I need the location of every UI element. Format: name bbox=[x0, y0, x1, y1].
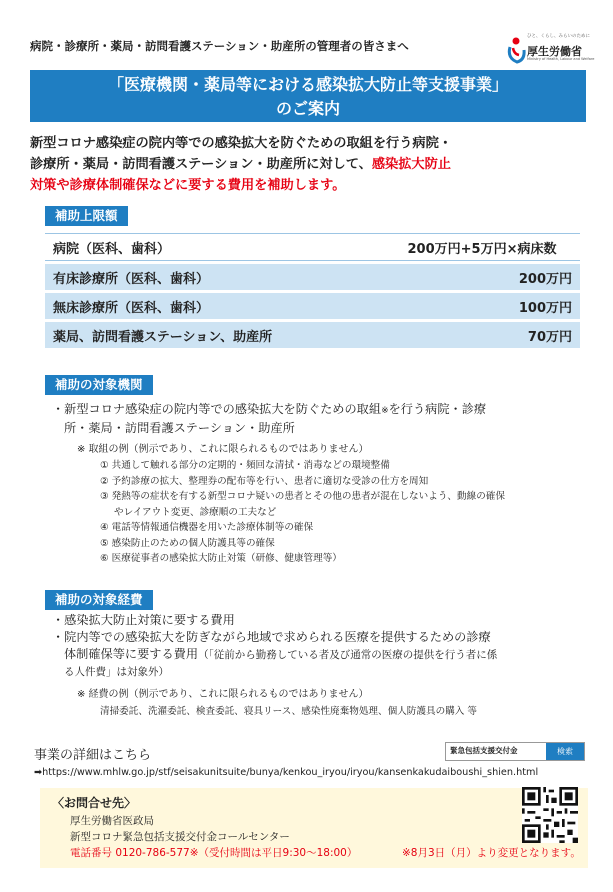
title-line-2: のご案内 bbox=[275, 99, 340, 118]
expenses-bullet-2-paren: （「従前から勤務している者及び通常の医療の提供を行う者に係 bbox=[198, 649, 498, 661]
targets-bullet-mark: ※ bbox=[381, 406, 389, 416]
targets-bullet-text: ・新型コロナ感染症の院内等での感染拡大を防ぐための取組 bbox=[52, 402, 382, 416]
qr-code-icon[interactable] bbox=[522, 787, 578, 843]
targets-bullet-line-1 bbox=[52, 401, 597, 420]
amount-cell: 100万円 bbox=[384, 293, 580, 319]
mhlw-emblem-icon bbox=[505, 34, 527, 64]
intro-line-2 bbox=[30, 154, 592, 175]
search-keyword: 緊急包括支援交付金 bbox=[450, 746, 518, 755]
contact-org: 厚生労働省医政局 bbox=[70, 815, 154, 827]
contact-change-note: ※8月3日（月）より変更となります。 bbox=[402, 847, 581, 859]
limit-table bbox=[45, 230, 580, 351]
table-row bbox=[45, 233, 580, 261]
facility-cell: 薬局、訪問看護ステーション、助産所 bbox=[45, 322, 384, 348]
list-item: ⑥ 医療従事者の感染拡大防止対策（研修、健康管理等） bbox=[100, 553, 342, 564]
targets-examples bbox=[100, 458, 600, 567]
table-row bbox=[45, 264, 580, 290]
details-url-link[interactable]: ➡https://www.mhlw.go.jp/stf/seisakunitsuite/bunya/kenkou_iryou/iryou/kansenkakudaiboushi_shien.html bbox=[34, 767, 539, 778]
expenses-examples: 清掃委託、洗濯委託、検査委託、寝具リース、感染性廃棄物処理、個人防護具の購入 等 bbox=[100, 706, 478, 717]
intro-line-3: 対策や診療体制確保などに要する費用を補助します。 bbox=[30, 178, 346, 193]
intro-line-1: 新型コロナ感染症の院内等での感染拡大を防ぐための取組を行う病院・ bbox=[30, 136, 452, 151]
mhlw-logo bbox=[505, 32, 600, 66]
list-item: ② 予約診療の拡大、整理券の配布等を行い、患者に適切な受診の仕方を周知 bbox=[100, 475, 429, 487]
expenses-section-label: 補助の対象経費 bbox=[45, 590, 153, 610]
expenses-bullet-2-line-3: る人件費」は対象外） bbox=[64, 666, 169, 678]
expenses-bullet-2-main: 体制確保等に要する費用 bbox=[64, 647, 199, 661]
contact-phone: 電話番号 0120-786-577※（受付時間は平日9:30～18:00） bbox=[70, 847, 358, 859]
logo-english: Ministry of Health, Labour and Welfare bbox=[527, 57, 595, 61]
amount-cell: 200万円 bbox=[384, 264, 580, 290]
logo-name: 厚生労働省 bbox=[527, 45, 582, 58]
list-item: ④ 電話等情報通信機器を用いた診療体制等の確保 bbox=[100, 522, 314, 533]
intro-text bbox=[30, 133, 592, 196]
targets-bullet bbox=[52, 401, 597, 437]
targets-section-label: 補助の対象機関 bbox=[45, 375, 153, 395]
facility-cell: 病院（医科、歯科） bbox=[45, 233, 384, 261]
expenses-bullet-2-line-1: ・院内等での感染拡大を防ぎながら地域で求められる医療を提供するための診療 bbox=[52, 630, 491, 644]
targets-bullet-end: を行う病院・診療 bbox=[388, 402, 487, 416]
expenses-note: ※ 経費の例（例示であり、これに限られるものではありません） bbox=[77, 689, 369, 700]
search-button[interactable]: 検索 bbox=[546, 743, 584, 760]
list-item: ① 共通して触れる部分の定期的・頻回な清拭・消毒などの環境整備 bbox=[100, 460, 390, 471]
limit-section-label: 補助上限額 bbox=[45, 206, 128, 226]
amount-cell: 200万円+5万円×病床数 bbox=[384, 233, 580, 261]
details-heading: 事業の詳細はこちら bbox=[34, 748, 152, 763]
intro-line-2-plain: 診療所・薬局・訪問看護ステーション・助産所に対して、 bbox=[30, 157, 372, 172]
facility-cell: 有床診療所（医科、歯科） bbox=[45, 264, 384, 290]
logo-tagline: ひと、くらし、みらいのために bbox=[527, 34, 590, 39]
expenses-bullet-1: ・感染拡大防止対策に要する費用 bbox=[52, 613, 235, 627]
table-row bbox=[45, 322, 580, 348]
list-item: やレイアウト変更、診療順の工夫など bbox=[114, 506, 277, 518]
expenses-bullets bbox=[52, 612, 600, 681]
title-banner bbox=[30, 70, 586, 122]
expenses-bullet-2-line-2 bbox=[52, 646, 600, 664]
list-item: ⑤ 感染防止のための個人防護具等の確保 bbox=[100, 537, 275, 549]
search-box[interactable] bbox=[445, 742, 585, 761]
targets-note: ※ 取組の例（例示であり、これに限られるものではありません） bbox=[77, 444, 369, 455]
title-line-1: 「医療機関・薬局等における感染拡大防止等支援事業」 bbox=[107, 75, 508, 94]
intro-line-2-red: 感染拡大防止 bbox=[371, 157, 451, 172]
list-item: ③ 発熱等の症状を有する新型コロナ疑いの患者とその他の患者が混在しないよう、動線の確保 bbox=[100, 491, 505, 502]
contact-center: 新型コロナ緊急包括支援交付金コールセンター bbox=[70, 831, 290, 843]
audience-heading: 病院・診療所・薬局・訪問看護ステーション・助産所の管理者の皆さまへ bbox=[30, 39, 409, 53]
contact-heading: 〈お問合せ先〉 bbox=[52, 796, 137, 810]
amount-cell: 70万円 bbox=[384, 322, 580, 348]
table-row bbox=[45, 293, 580, 319]
targets-bullet-line-2: 所・薬局・訪問看護ステーション・助産所 bbox=[64, 421, 295, 435]
facility-cell: 無床診療所（医科、歯科） bbox=[45, 293, 384, 319]
